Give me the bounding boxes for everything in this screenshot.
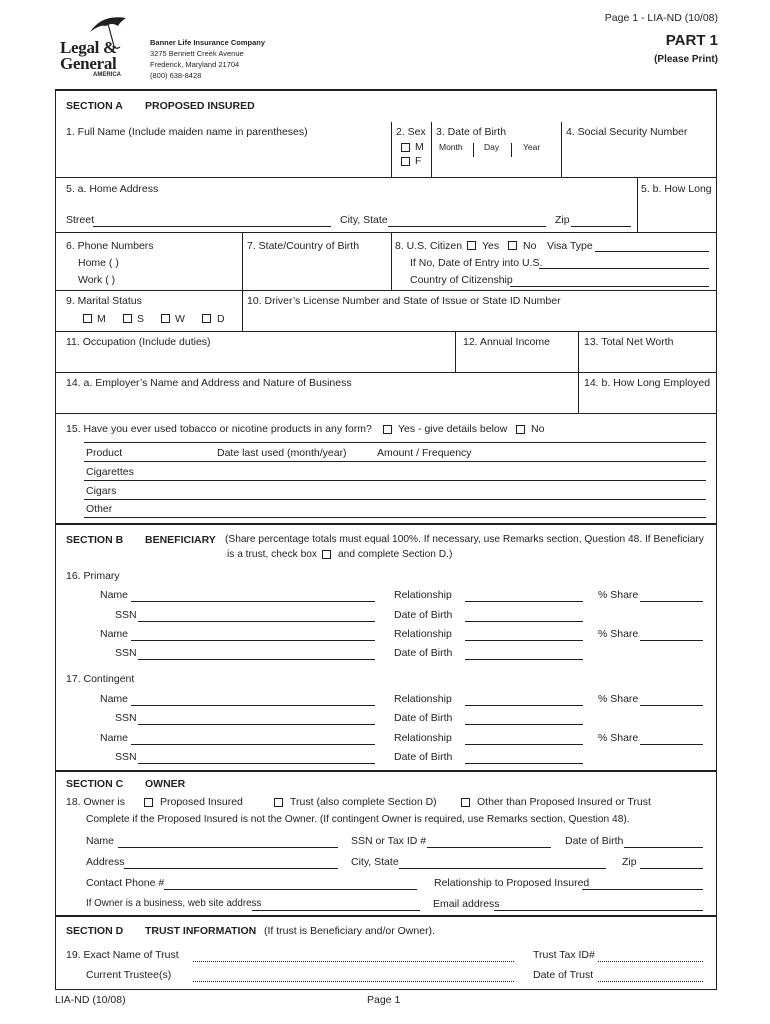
tobacco-row-cigars: Cigars	[86, 485, 117, 497]
visa-type-label: Visa Type	[547, 240, 593, 252]
entry-date-field[interactable]	[539, 268, 709, 269]
tobacco-row-line-3	[84, 499, 706, 500]
row3-divider-a	[242, 232, 243, 331]
row1-divider-a	[391, 122, 392, 177]
citizen-no-label: No	[523, 240, 537, 252]
q19-trust-name-label: 19. Exact Name of Trust	[66, 949, 179, 961]
street-label: Street	[66, 214, 95, 226]
primary2-ssn-label: SSN	[115, 647, 137, 659]
home-phone-label: Home ( )	[78, 257, 119, 269]
section-a-title: PROPOSED INSURED	[145, 100, 255, 112]
row1-divider-b	[431, 122, 432, 177]
primary2-name-field[interactable]	[131, 640, 375, 641]
dob-divider-1	[473, 143, 474, 157]
frame-right	[716, 89, 717, 990]
q11-occupation-label: 11. Occupation (Include duties)	[66, 336, 211, 348]
section-d-title: TRUST INFORMATION	[145, 925, 257, 937]
contingent1-share-field[interactable]	[640, 705, 703, 706]
owner-instruction: Complete if the Proposed Insured is not the Owner. (If contingent Owner is required, use Remarks section, Question 48).	[86, 814, 630, 825]
part-title: PART 1	[665, 32, 718, 49]
entry-date-label: If No, Date of Entry into U.S.	[410, 257, 543, 269]
row3-bottom	[55, 290, 717, 291]
contingent2-relationship-label: Relationship	[394, 732, 452, 744]
logo-america: AMERICA	[93, 72, 121, 78]
dob-divider-2	[511, 143, 512, 157]
section-b-top	[55, 523, 717, 525]
section-a-label: SECTION A	[66, 100, 123, 112]
row1-bottom	[55, 177, 717, 178]
section-d-note: (If trust is Beneficiary and/or Owner).	[264, 925, 435, 937]
contingent2-share-label: % Share	[598, 732, 639, 744]
please-print: (Please Print)	[654, 54, 718, 65]
tobacco-row-cigarettes: Cigarettes	[86, 466, 134, 478]
tobacco-row-line-1	[84, 461, 706, 462]
citizenship-label: Country of Citizenship	[410, 274, 513, 286]
owner-website-label: If Owner is a business, web site address	[86, 898, 262, 909]
tobacco-row-line-2	[84, 480, 706, 481]
tobacco-row-other: Other	[86, 503, 113, 515]
primary1-name-label: Name	[100, 589, 129, 601]
tobacco-no-label: No	[531, 423, 545, 435]
citizen-yes-label: Yes	[482, 240, 500, 252]
owner-dob-field[interactable]	[624, 847, 703, 848]
trust-name-field[interactable]	[193, 961, 514, 962]
sex-f-label: F	[415, 155, 422, 167]
q5b-how-long-label: 5. b. How Long	[641, 183, 712, 195]
owner-other-label: Other than Proposed Insured or Trust	[477, 796, 651, 808]
tobacco-row-line-4	[84, 517, 706, 518]
row3-divider-b	[391, 232, 392, 290]
owner-zip-label: Zip	[622, 856, 637, 868]
row2-bottom	[55, 232, 717, 233]
section-b-note1: (Share percentage totals must equal 100%. If necessary, use Remarks section, Question 48. If Beneficiary	[225, 534, 704, 545]
q14a-employer-label: 14. a. Employer’s Name and Address and Nature of Business	[66, 377, 352, 389]
contingent1-dob-label: Date of Birth	[394, 712, 453, 724]
owner-relationship-field[interactable]	[582, 889, 703, 890]
owner-other-checkbox[interactable]	[461, 798, 470, 807]
contingent2-dob-field[interactable]	[465, 763, 583, 764]
sex-f-checkbox[interactable]	[401, 157, 410, 166]
marital-s-label: S	[137, 313, 145, 325]
contingent2-dob-label: Date of Birth	[394, 751, 453, 763]
street-field[interactable]	[93, 226, 331, 227]
marital-d-checkbox[interactable]	[202, 314, 211, 323]
trust-tax-id-field[interactable]	[598, 961, 703, 962]
q6-phone-label: 6. Phone Numbers	[66, 240, 154, 252]
marital-m-label: M	[97, 313, 106, 325]
contingent2-relationship-field[interactable]	[465, 744, 583, 745]
section-b-note2a: is a trust, check box	[227, 549, 318, 560]
tobacco-header-top	[84, 442, 706, 443]
marital-m-checkbox[interactable]	[83, 314, 92, 323]
citizen-no-checkbox[interactable]	[508, 241, 517, 250]
page-code: Page 1 - LIA-ND (10/08)	[604, 12, 718, 24]
primary1-relationship-field[interactable]	[465, 601, 583, 602]
row5-divider-a	[455, 331, 456, 372]
q13-net-worth-label: 13. Total Net Worth	[584, 336, 674, 348]
q12-income-label: 12. Annual Income	[463, 336, 550, 348]
section-d-top	[55, 915, 717, 917]
marital-d-label: D	[217, 313, 225, 325]
citizenship-field[interactable]	[510, 286, 709, 287]
q17-contingent-label: 17. Contingent	[66, 673, 135, 685]
q16-primary-label: 16. Primary	[66, 570, 120, 582]
primary1-dob-label: Date of Birth	[394, 609, 453, 621]
row2-divider	[637, 177, 638, 232]
contingent2-share-field[interactable]	[640, 744, 703, 745]
q14b-how-long-label: 14. b. How Long Employed	[584, 377, 711, 389]
dob-year-label: Year	[523, 142, 541, 152]
owner-trust-label: Trust (also complete Section D)	[290, 796, 437, 808]
q18-owner-label: 18. Owner is	[66, 796, 125, 808]
contingent2-name-field[interactable]	[131, 744, 375, 745]
dob-month-label: Month	[439, 142, 463, 152]
city-state-field[interactable]	[388, 226, 546, 227]
marital-s-checkbox[interactable]	[123, 314, 132, 323]
owner-city-field[interactable]	[399, 868, 606, 869]
sex-m-checkbox[interactable]	[401, 143, 410, 152]
owner-relationship-label: Relationship to Proposed Insured	[434, 877, 590, 889]
contingent1-relationship-field[interactable]	[465, 705, 583, 706]
primary1-dob-field[interactable]	[465, 621, 583, 622]
contingent1-ssn-field[interactable]	[138, 724, 375, 725]
company-phone: (800) 638-8428	[150, 71, 202, 80]
work-phone-label: Work ( )	[78, 274, 116, 286]
visa-type-field[interactable]	[595, 251, 709, 252]
contingent1-share-label: % Share	[598, 693, 639, 705]
company-address1: 3275 Bennett Creek Avenue	[150, 49, 244, 58]
zip-field[interactable]	[571, 226, 631, 227]
q3-dob-label: 3. Date of Birth	[436, 126, 507, 138]
owner-phone-field[interactable]	[164, 889, 417, 890]
owner-email-field[interactable]	[494, 910, 703, 911]
citizen-yes-checkbox[interactable]	[467, 241, 476, 250]
q10-license-label: 10. Driver’s License Number and State of Issue or State ID Number	[247, 295, 561, 307]
beneficiary-trust-checkbox[interactable]	[322, 550, 331, 559]
owner-city-label: City, State	[351, 856, 399, 868]
frame-left	[55, 89, 56, 990]
tobacco-yes-label: Yes - give details below	[398, 423, 508, 435]
primary1-ssn-label: SSN	[115, 609, 137, 621]
primary1-share-label: % Share	[598, 589, 639, 601]
trust-date-field[interactable]	[598, 981, 703, 982]
contingent1-name-field[interactable]	[131, 705, 375, 706]
frame-bottom	[55, 989, 717, 990]
footer-page-number: Page 1	[367, 994, 401, 1006]
owner-trust-checkbox[interactable]	[274, 798, 283, 807]
tobacco-header-date: Date last used (month/year)	[217, 447, 347, 459]
q9-marital-label: 9. Marital Status	[66, 295, 142, 307]
owner-proposed-insured-label: Proposed Insured	[160, 796, 243, 808]
owner-dob-label: Date of Birth	[565, 835, 624, 847]
primary1-relationship-label: Relationship	[394, 589, 452, 601]
section-c-title: OWNER	[145, 778, 186, 790]
primary1-share-field[interactable]	[640, 601, 703, 602]
logo-text-line2: General	[60, 54, 117, 73]
primary2-name-label: Name	[100, 628, 129, 640]
trustees-field[interactable]	[193, 981, 514, 982]
section-d-label: SECTION D	[66, 925, 124, 937]
owner-ssn-field[interactable]	[427, 847, 551, 848]
row4-bottom	[55, 331, 717, 332]
company-address2: Frederick, Maryland 21704	[150, 60, 240, 69]
company-name: Banner Life Insurance Company	[150, 38, 266, 47]
q2-sex-label: 2. Sex	[396, 126, 426, 138]
q1-full-name-label: 1. Full Name (Include maiden name in parentheses)	[66, 126, 308, 138]
q7-birth-place-label: 7. State/Country of Birth	[247, 240, 360, 252]
primary2-relationship-label: Relationship	[394, 628, 452, 640]
row1-divider-c	[561, 122, 562, 177]
trustees-label: Current Trustee(s)	[86, 969, 172, 981]
owner-phone-label: Contact Phone #	[86, 877, 165, 889]
contingent1-dob-field[interactable]	[465, 724, 583, 725]
zip-label: Zip	[555, 214, 570, 226]
section-c-label: SECTION C	[66, 778, 124, 790]
row6-bottom	[55, 413, 717, 414]
frame-top	[55, 89, 717, 91]
primary2-dob-label: Date of Birth	[394, 647, 453, 659]
tobacco-header-amount: Amount / Frequency	[377, 447, 472, 459]
primary1-name-field[interactable]	[131, 601, 375, 602]
primary2-relationship-field[interactable]	[465, 640, 583, 641]
footer-form-code: LIA-ND (10/08)	[55, 994, 126, 1006]
tobacco-no-checkbox[interactable]	[516, 425, 525, 434]
owner-proposed-insured-checkbox[interactable]	[144, 798, 153, 807]
owner-name-label: Name	[86, 835, 115, 847]
q5a-home-address-label: 5. a. Home Address	[66, 183, 159, 195]
contingent2-ssn-label: SSN	[115, 751, 137, 763]
contingent2-ssn-field[interactable]	[138, 763, 375, 764]
primary2-ssn-field[interactable]	[138, 659, 375, 660]
primary2-share-field[interactable]	[640, 640, 703, 641]
owner-address-label: Address	[86, 856, 125, 868]
q4-ssn-label: 4. Social Security Number	[566, 126, 688, 138]
marital-w-checkbox[interactable]	[161, 314, 170, 323]
primary2-dob-field[interactable]	[465, 659, 583, 660]
section-b-title: BENEFICIARY	[145, 534, 216, 546]
row5-bottom	[55, 372, 717, 373]
owner-zip-field[interactable]	[640, 868, 703, 869]
contingent2-name-label: Name	[100, 732, 129, 744]
marital-w-label: W	[175, 313, 185, 325]
contingent1-relationship-label: Relationship	[394, 693, 452, 705]
tobacco-header-product: Product	[86, 447, 123, 459]
trust-tax-id-label: Trust Tax ID#	[533, 949, 595, 961]
contingent1-ssn-label: SSN	[115, 712, 137, 724]
section-b-note2b: and complete Section D.)	[338, 549, 453, 560]
contingent1-name-label: Name	[100, 693, 129, 705]
owner-email-label: Email address	[433, 898, 500, 910]
primary2-share-label: % Share	[598, 628, 639, 640]
section-b-label: SECTION B	[66, 534, 124, 546]
q8-citizen-label: 8. U.S. Citizen	[395, 240, 463, 252]
owner-name-field[interactable]	[118, 847, 338, 848]
section-c-top	[55, 770, 717, 772]
owner-address-field[interactable]	[124, 868, 338, 869]
city-state-label: City, State	[340, 214, 388, 226]
sex-m-label: M	[415, 141, 424, 153]
q15-tobacco-label: 15. Have you ever used tobacco or nicotine products in any form?	[66, 423, 372, 435]
owner-website-field[interactable]	[252, 910, 420, 911]
owner-ssn-label: SSN or Tax ID #	[351, 835, 427, 847]
tobacco-yes-checkbox[interactable]	[383, 425, 392, 434]
trust-date-label: Date of Trust	[533, 969, 594, 981]
dob-day-label: Day	[484, 142, 500, 152]
primary1-ssn-field[interactable]	[138, 621, 375, 622]
logo-text-line1: Legal &	[60, 38, 117, 57]
